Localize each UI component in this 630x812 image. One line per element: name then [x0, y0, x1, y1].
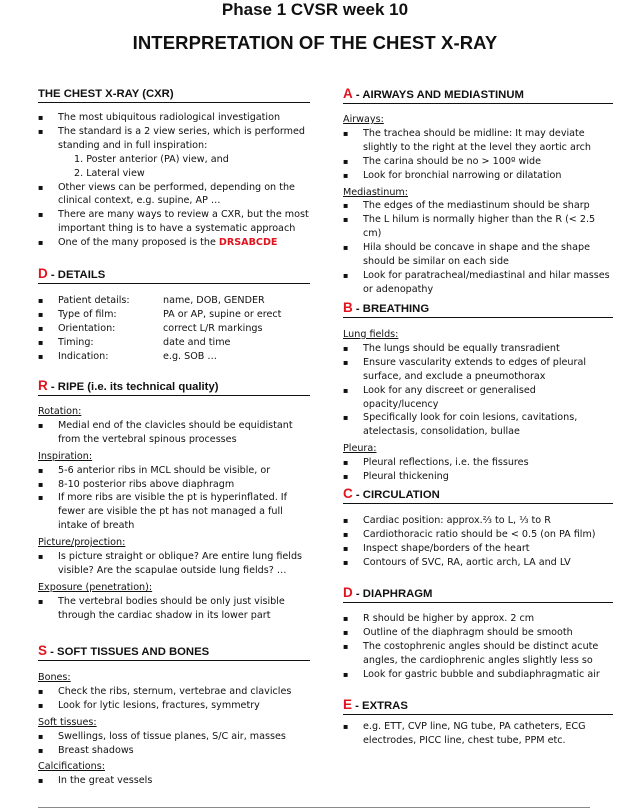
- bones-subheading: Bones:: [38, 672, 71, 683]
- detail-row: ▪ Patient details: name, DOB, GENDER: [38, 294, 310, 308]
- airways-subheading: Airways:: [343, 114, 384, 125]
- list-item: ▪ Hila should be concave in shape and the shape should be similar on each side: [343, 241, 613, 269]
- list-item: ▪ Pleural reflections, i.e. the fissures: [343, 456, 613, 470]
- inspiration-subheading: Inspiration:: [38, 450, 93, 462]
- list-item: ▪ The edges of the mediastinum should be sharp: [343, 199, 613, 213]
- list-item: ▪ The carina should be no > 100º wide: [343, 155, 613, 169]
- list-item: ▪ R should be higher by approx. 2 cm: [343, 612, 613, 626]
- drsabcde-acronym: DRSABCDE: [218, 237, 278, 249]
- circulation-heading: C - CIRCULATION: [343, 486, 613, 504]
- ripe-block: [38, 405, 310, 623]
- list-item: ▪ Look for paratracheal/mediastinal and hilar masses or adenopathy: [343, 269, 613, 297]
- soft-block: [38, 671, 310, 788]
- list-item: 2. Lateral view: [74, 167, 145, 179]
- diaphragm-block: [343, 612, 613, 682]
- list-item: ▪ Look for bronchial narrowing or dilatation: [343, 169, 613, 183]
- list-item: ▪ Specifically look for coin lesions, cavitations, atelectasis, consolidation, bullae: [343, 411, 613, 439]
- detail-row: ▪ Indication: e.g. SOB …: [38, 350, 310, 364]
- mediastinum-subheading: Mediastinum:: [343, 186, 408, 198]
- list-item: ▪ The costophrenic angles should be distinct acute angles, the cardiophrenic angles slightly less so: [343, 640, 613, 668]
- lung-fields-subheading: Lung fields:: [343, 329, 399, 340]
- list-item: ▪ Is picture straight or oblique? Are entire lung fields visible? Are the scapulae outside lung fields? …: [38, 550, 310, 578]
- diaphragm-heading: D - DIAPHRAGM: [343, 585, 613, 603]
- list-item: ▪ Inspect shape/borders of the heart: [343, 542, 613, 556]
- airways-heading: A - AIRWAYS AND MEDIASTINUM: [343, 86, 613, 104]
- list-item: ▪ If more ribs are visible the pt is hyperinflated. If fewer are visible the pt has not managed a full intake of breath: [38, 491, 310, 533]
- list-item: ▪ Other views can be performed, depending on the clinical context, e.g. supine, AP …: [38, 181, 310, 209]
- list-item: ▪ 5-6 anterior ribs in MCL should be visible, or: [38, 464, 310, 478]
- soft-heading: S - SOFT TISSUES AND BONES: [38, 643, 310, 661]
- list-item: ▪ Ensure vascularity extends to edges of pleural surface, and exclude a pneumothorax: [343, 356, 613, 384]
- soft-tissues-subheading: Soft tissues:: [38, 716, 97, 728]
- detail-row: ▪ Orientation: correct L/R markings: [38, 322, 310, 336]
- exposure-subheading: Exposure (penetration):: [38, 581, 153, 593]
- list-item: ▪ Swellings, loss of tissue planes, S/C air, masses: [38, 730, 310, 744]
- list-item: ▪ The standard is a 2 view series, which is performed standing and in full inspiration:: [38, 125, 310, 153]
- list-item: ▪ Look for gastric bubble and subdiaphragmatic air: [343, 668, 613, 682]
- detail-row: ▪ Type of film: PA or AP, supine or erect: [38, 308, 310, 322]
- picture-subheading: Picture/projection:: [38, 537, 126, 549]
- list-item: ▪ The L hilum is normally higher than the R (< 2.5 cm): [343, 213, 613, 241]
- bottom-divider: [38, 807, 590, 808]
- calcifications-subheading: Calcifications:: [38, 761, 105, 773]
- list-item: ▪ Outline of the diaphragm should be smooth: [343, 626, 613, 640]
- list-item: ▪ Look for any discreet or generalised opacity/lucency: [343, 384, 613, 412]
- list-item: ▪ The vertebral bodies should be only just visible through the cardiac shadow in its lower part: [38, 595, 310, 623]
- circulation-block: [343, 514, 613, 570]
- pleura-subheading: Pleura:: [343, 443, 377, 455]
- detail-row: ▪ Timing: date and time: [38, 336, 310, 350]
- list-item: ▪ Medial end of the clavicles should be equidistant from the vertebral spinous processes: [38, 419, 310, 447]
- list-item: ▪ Cardiothoracic ratio should be < 0.5 (on PA film): [343, 528, 613, 542]
- list-item: ▪ The most ubiquitous radiological investigation: [38, 111, 310, 125]
- page-subtitle: INTERPRETATION OF THE CHEST X-RAY: [132, 32, 498, 53]
- list-item: ▪ Check the ribs, sternum, vertebrae and clavicles: [38, 685, 310, 699]
- extras-heading: E - EXTRAS: [343, 697, 613, 715]
- list-item: ▪ Cardiac position: approx.⅔ to L, ⅓ to R: [343, 514, 613, 528]
- list-item: ▪ 8-10 posterior ribs above diaphragm: [38, 478, 310, 492]
- list-item: ▪ Look for lytic lesions, fractures, symmetry: [38, 699, 310, 713]
- list-item: ▪ Pleural thickening: [343, 470, 613, 484]
- cxr-block: [38, 111, 310, 250]
- list-item: ▪ In the great vessels: [38, 774, 310, 788]
- breathing-block: [343, 328, 613, 484]
- list-item: ▪ One of the many proposed is the DRSABCDE: [38, 236, 310, 250]
- details-heading: D - DETAILS: [38, 266, 310, 284]
- list-item: ▪ The trachea should be midline: It may deviate slightly to the right at the level they aortic arch: [343, 127, 613, 155]
- ripe-heading: R - RIPE (i.e. its technical quality): [38, 378, 310, 396]
- list-item: 1. Poster anterior (PA) view, and: [74, 153, 229, 165]
- page-title: Phase 1 CVSR week 10: [221, 0, 409, 19]
- breathing-heading: B - BREATHING: [343, 300, 613, 318]
- cxr-heading: THE CHEST X-RAY (CXR): [38, 88, 310, 103]
- list-item: ▪ There are many ways to review a CXR, but the most important thing is to have a systematic approach: [38, 208, 310, 236]
- rotation-subheading: Rotation:: [38, 406, 82, 417]
- list-item: ▪ Breast shadows: [38, 744, 310, 758]
- list-item: ▪ Contours of SVC, RA, aortic arch, LA and LV: [343, 556, 613, 570]
- list-item: ▪ The lungs should be equally transradient: [343, 342, 613, 356]
- list-item: ▪ e.g. ETT, CVP line, NG tube, PA catheters, ECG electrodes, PICC line, chest tube, PPM etc.: [343, 720, 613, 748]
- extras-block: [343, 720, 613, 748]
- details-block: [38, 294, 310, 364]
- airways-block: [343, 113, 613, 297]
